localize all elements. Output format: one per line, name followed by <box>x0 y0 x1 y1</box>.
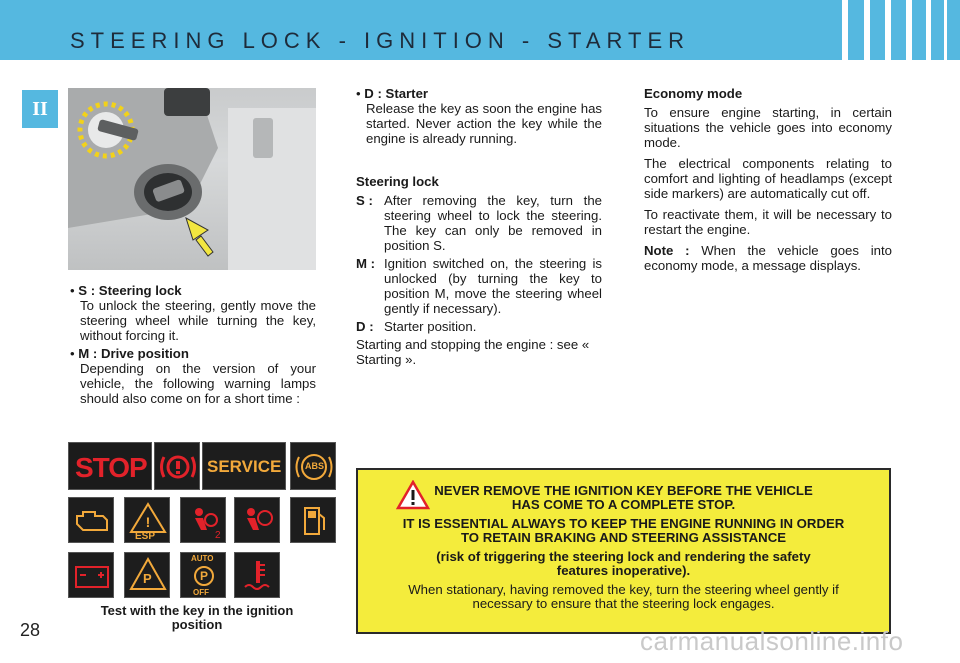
page-title: STEERING LOCK - IGNITION - STARTER <box>70 28 691 53</box>
drive-position-heading: M : Drive position <box>78 346 189 361</box>
service-label: SERVICE <box>207 457 282 476</box>
starter-text: Release the key as soon the engine has started. Never action the key while the engine is already running. <box>366 101 602 146</box>
starter-item <box>356 86 602 146</box>
warning-box <box>356 468 891 634</box>
definition-key: M : <box>356 256 376 271</box>
steering-lock-text: To unlock the steering, gently move the steering wheel while turning the key, without forcing it. <box>80 298 316 343</box>
ignition-photo <box>68 88 316 270</box>
economy-mode-heading: Economy mode <box>644 86 743 101</box>
auto-p-off-warning-icon <box>180 552 226 598</box>
p-label: P <box>143 571 152 586</box>
auto-label: AUTO <box>191 554 214 563</box>
svg-text:!: ! <box>145 514 151 530</box>
starter-heading: D : Starter <box>364 86 429 101</box>
bullet: • <box>70 283 79 298</box>
lamps-caption: Test with the key in the ignition position <box>100 603 294 632</box>
drive-position-text: Depending on the version of your vehicle, the following warning lamps should also come on for a short time : <box>80 361 316 406</box>
middle-column <box>356 86 602 370</box>
header-stripe <box>842 0 848 60</box>
ignition-illustration <box>68 88 316 270</box>
off-label: OFF <box>193 588 209 597</box>
bullet: • <box>356 86 365 101</box>
warning-lamps <box>68 442 336 602</box>
header-stripe <box>864 0 870 60</box>
header-stripe <box>944 0 947 60</box>
definition-d <box>356 319 602 334</box>
note-label: Note : <box>644 243 690 258</box>
airbag-warning-icon <box>234 497 280 543</box>
abs-label: ABS <box>305 461 325 471</box>
stop-warning-icon <box>68 442 152 490</box>
definition-key: D : <box>356 319 374 334</box>
note-text: When the vehicle goes into economy mode, a message displays. <box>644 243 892 273</box>
brake-warning-icon <box>154 442 200 490</box>
header-stripe <box>926 0 931 60</box>
definition-key: S : <box>356 193 373 208</box>
svg-text:2: 2 <box>215 530 221 541</box>
left-column <box>70 283 316 409</box>
bullet: • <box>70 346 79 361</box>
definition-value: Starter position. <box>384 319 477 334</box>
airbag-2-warning-icon <box>180 497 226 543</box>
coolant-temperature-warning-icon <box>234 552 280 598</box>
list-item <box>70 283 316 343</box>
warning-line-3: (risk of triggering the steering lock and rendering the safety features inoperative). <box>436 549 811 578</box>
steering-lock-subheading: Steering lock <box>356 174 439 189</box>
economy-para-1: To ensure engine starting, in certain situations the vehicle goes into economy mode. <box>644 105 892 150</box>
header-stripe <box>885 0 891 60</box>
engine-warning-icon <box>68 497 114 543</box>
esp-warning-icon <box>124 497 170 543</box>
economy-note <box>644 243 892 273</box>
warning-line-2: IT IS ESSENTIAL ALWAYS TO KEEP THE ENGINE RUNNING IN ORDER TO RETAIN BRAKING AND STEERING ASSISTANCE <box>402 516 845 545</box>
stop-label: STOP <box>75 452 147 483</box>
economy-para-3: To reactivate them, it will be necessary to restart the engine. <box>644 207 892 237</box>
right-column <box>644 86 892 276</box>
service-warning-icon <box>202 442 286 490</box>
warning-line-4: When stationary, having removed the key, turn the steering wheel gently if necessary to ensure that the steering lock engages. <box>408 582 839 611</box>
watermark: carmanualsonline.info <box>640 626 904 656</box>
esp-label: ESP <box>135 531 156 542</box>
warning-line-1: NEVER REMOVE THE IGNITION KEY BEFORE THE VEHICLE HAS COME TO A COMPLETE STOP. <box>434 483 813 512</box>
definition-s <box>356 193 602 253</box>
definition-value: After removing the key, turn the steering wheel to lock the steering. The key can only be removed in position S. <box>384 193 602 253</box>
economy-para-2: The electrical components relating to comfort and lighting of headlamps (except side markers) are automatically cut off. <box>644 156 892 201</box>
parking-brake-warning-icon <box>124 552 170 598</box>
warning-triangle-icon <box>396 480 430 510</box>
fuel-warning-icon <box>290 497 336 543</box>
list-item <box>70 346 316 406</box>
section-tab: II <box>22 90 58 128</box>
header-stripe <box>906 0 912 60</box>
battery-warning-icon <box>68 552 114 598</box>
definition-m <box>356 256 602 316</box>
page-header <box>0 0 960 60</box>
starting-reference: Starting and stopping the engine : see « Starting ». <box>356 337 590 367</box>
p-label: P <box>200 569 209 583</box>
definition-value: Ignition switched on, the steering is unlocked (by turning the key to position M, move the steering wheel gently if necessary). <box>384 256 602 316</box>
page-number: 28 <box>20 620 41 640</box>
steering-lock-heading: S : Steering lock <box>78 283 182 298</box>
abs-warning-icon <box>290 442 336 490</box>
